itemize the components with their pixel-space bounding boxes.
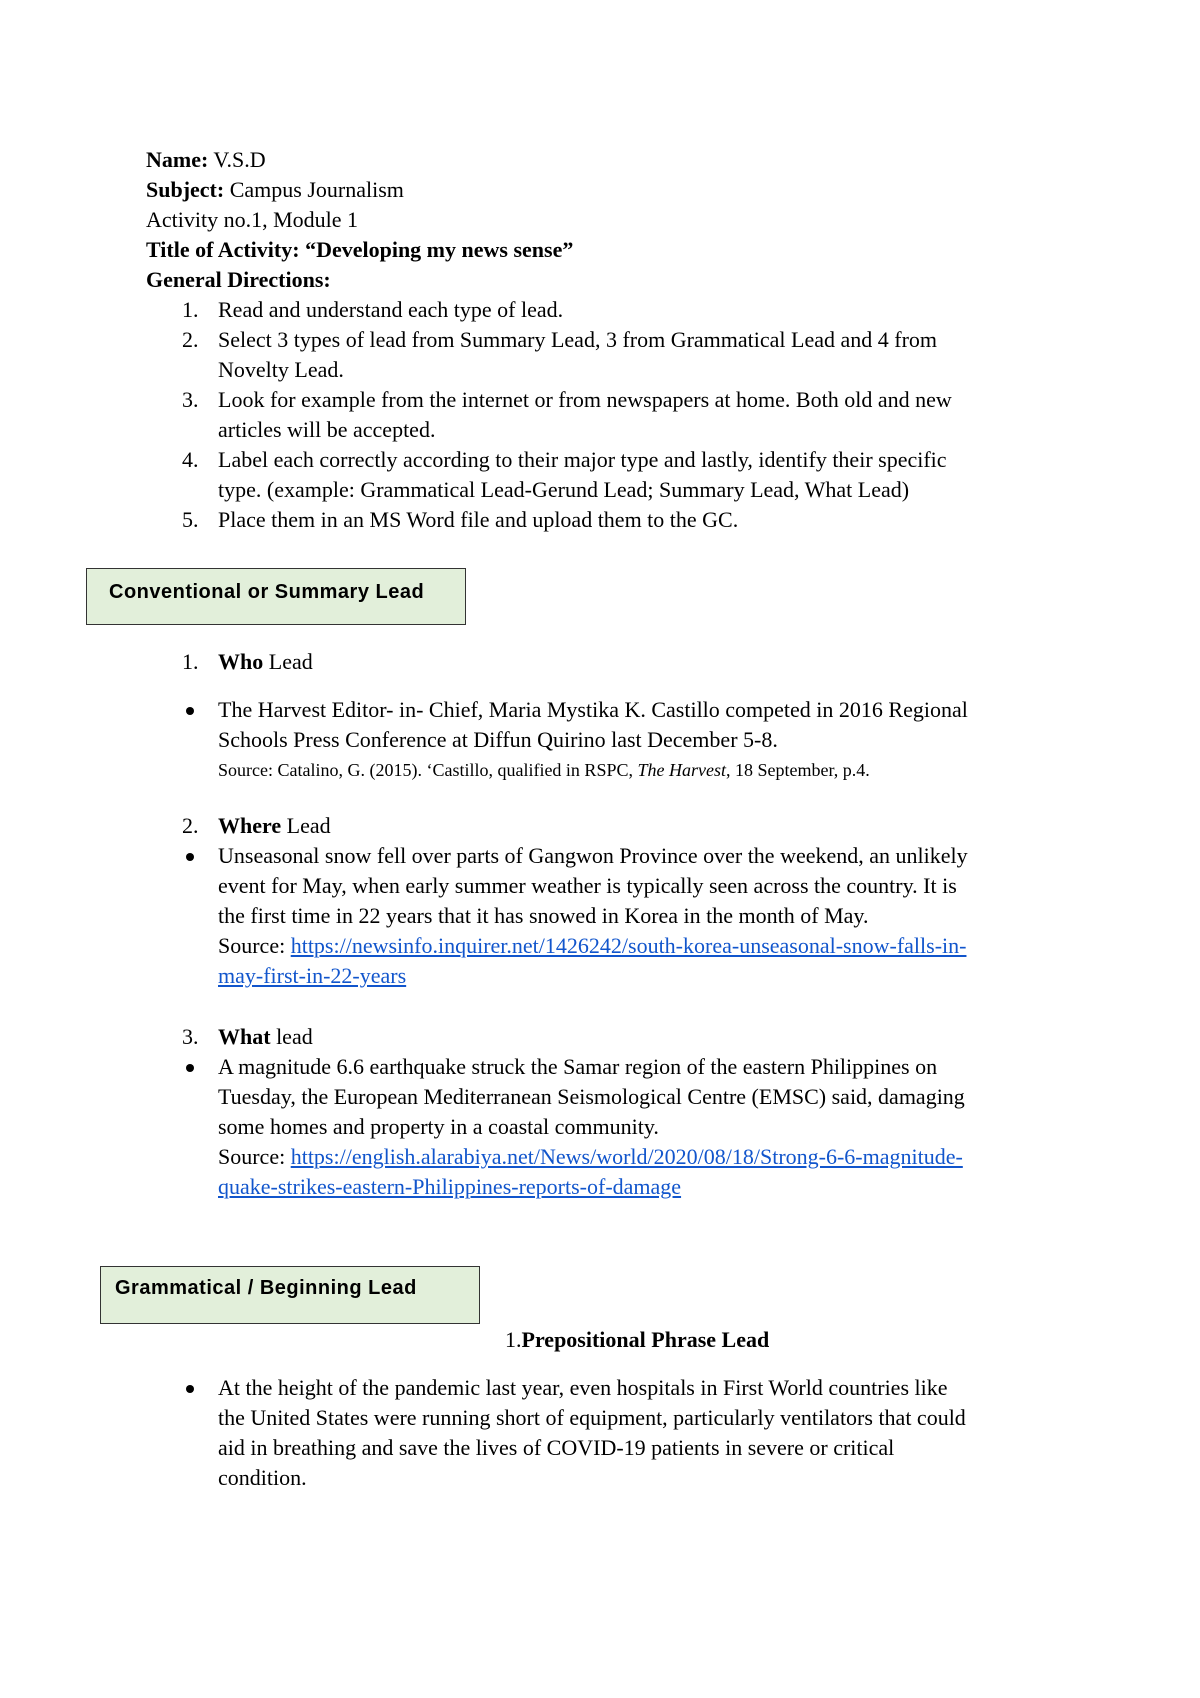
what-source-link[interactable]: https://english.alarabiya.net/News/world/2020/08/18/Strong-6-6-magnitude- xyxy=(290,1144,963,1169)
direction-text-line: articles will be accepted. xyxy=(218,417,436,442)
prepositional-text-line: the United States were running short of equipment, particularly ventilators that could xyxy=(218,1405,966,1430)
where-source-link[interactable]: https://newsinfo.inquirer.net/1426242/south-korea-unseasonal-snow-falls-in- xyxy=(290,933,967,958)
bullet-icon xyxy=(186,853,194,861)
subject-line: Subject: Campus Journalism xyxy=(146,177,404,202)
bullet-icon xyxy=(186,1064,194,1072)
what-source-cont xyxy=(218,1172,681,1202)
direction-number: 4. xyxy=(182,447,199,472)
bullet-icon xyxy=(186,707,194,715)
who-lead-heading: Who Lead xyxy=(218,649,313,674)
direction-text-line: Novelty Lead. xyxy=(218,357,344,382)
direction-text-line: Label each correctly according to their major type and lastly, identify their specific xyxy=(218,447,947,472)
where-source-cont xyxy=(218,961,406,991)
prepositional-text-line: condition. xyxy=(218,1465,307,1490)
direction-number: 2. xyxy=(182,327,199,352)
where-text-line: event for May, when early summer weather is typically seen across the country. It is xyxy=(218,873,957,898)
what-source-link[interactable]: quake-strikes-eastern-Philippines-reports-of-damage xyxy=(218,1174,682,1199)
prepositional-text-line: aid in breathing and save the lives of COVID-19 patients in severe or critical xyxy=(218,1435,895,1460)
who-text-line: The Harvest Editor- in- Chief, Maria Mystika K. Castillo competed in 2016 Regional xyxy=(218,697,968,722)
where-text-line: Unseasonal snow fell over parts of Gangwon Province over the weekend, an unlikely xyxy=(218,843,968,868)
title-line: Title of Activity: “Developing my news sense” xyxy=(146,237,574,262)
activity-line: Activity no.1, Module 1 xyxy=(146,207,359,232)
what-lead-heading: What lead xyxy=(218,1024,313,1049)
direction-text-line: Look for example from the internet or from newspapers at home. Both old and new xyxy=(218,387,952,412)
direction-number: 5. xyxy=(182,507,199,532)
who-source: Source: Catalino, G. (2015). ‘Castillo, qualified in RSPC, The Harvest, 18 September, p.4. xyxy=(218,760,870,780)
what-text-line: Tuesday, the European Mediterranean Seismological Centre (EMSC) said, damaging xyxy=(218,1084,965,1109)
direction-text-line: Place them in an MS Word file and upload them to the GC. xyxy=(218,507,739,532)
prepositional-phrase-heading: 1.Prepositional Phrase Lead xyxy=(505,1327,770,1352)
where-source: Source: https://newsinfo.inquirer.net/1426242/south-korea-unseasonal-snow-falls-in- xyxy=(218,933,967,958)
direction-text-line: type. (example: Grammatical Lead-Gerund Lead; Summary Lead, What Lead) xyxy=(218,477,910,502)
summary-lead-section-box: Conventional or Summary Lead xyxy=(86,568,466,625)
where-number: 2. xyxy=(182,813,199,838)
where-lead-heading: Where Lead xyxy=(218,813,331,838)
what-text-line: A magnitude 6.6 earthquake struck the Samar region of the eastern Philippines on xyxy=(218,1054,938,1079)
direction-number: 3. xyxy=(182,387,199,412)
direction-text-line: Read and understand each type of lead. xyxy=(218,297,564,322)
what-source: Source: https://english.alarabiya.net/News/world/2020/08/18/Strong-6-6-magnitude- xyxy=(218,1144,963,1169)
where-source-link[interactable]: may-first-in-22-years xyxy=(218,963,407,988)
directions-heading: General Directions: xyxy=(146,267,331,292)
direction-text-line: Select 3 types of lead from Summary Lead, 3 from Grammatical Lead and 4 from xyxy=(218,327,938,352)
prepositional-text-line: At the height of the pandemic last year, even hospitals in First World countries like xyxy=(218,1375,948,1400)
direction-number: 1. xyxy=(182,297,199,322)
what-number: 3. xyxy=(182,1024,199,1049)
grammatical-lead-section-box: Grammatical / Beginning Lead xyxy=(100,1266,480,1324)
what-text-line: some homes and property in a coastal community. xyxy=(218,1114,659,1139)
name-line: Name: V.S.D xyxy=(146,147,266,172)
who-number: 1. xyxy=(182,649,199,674)
bullet-icon xyxy=(186,1385,194,1393)
where-text-line: the first time in 22 years that it has snowed in Korea in the month of May. xyxy=(218,903,869,928)
who-text-line: Schools Press Conference at Diffun Quirino last December 5-8. xyxy=(218,727,778,752)
